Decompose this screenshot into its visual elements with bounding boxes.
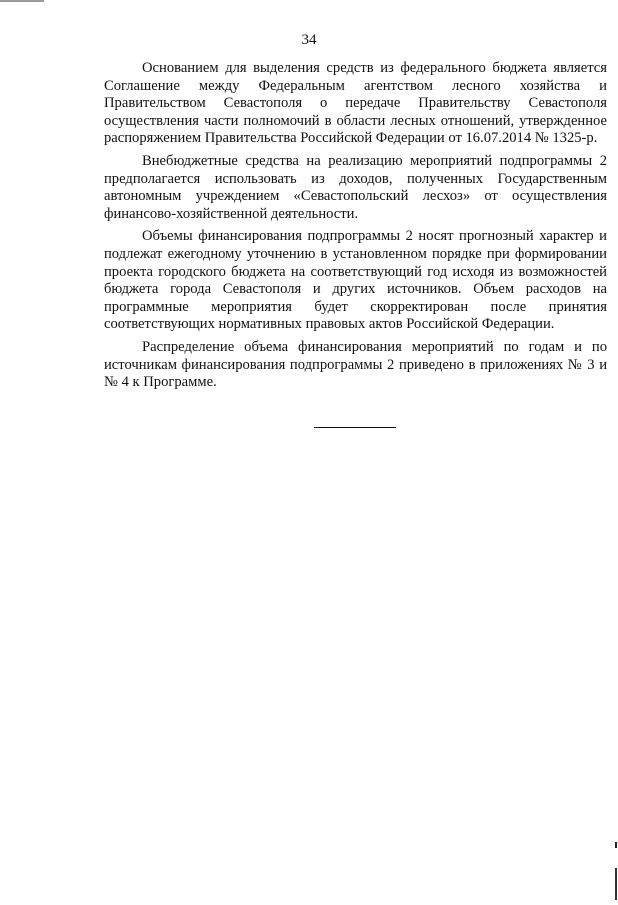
scan-corner-mark [0, 0, 44, 2]
scan-edge-mark [615, 842, 617, 848]
paragraph-funding-basis: Основанием для выделения средств из федерального бюджета является Соглашение между Федеральным агентством лесного хозяйства и Правительством Севастополя о передаче Правительству Севастополя осуществления части полномочий в области лесных отношений, утвержденное распоряжением Правительства Российской Федерации от 16.07.2014 № 1325-р. [104, 60, 607, 147]
paragraph-extrabudgetary-funds: Внебюджетные средства на реализацию мероприятий подпрограммы 2 предполагается использовать из доходов, полученных Государственным автономным учреждением «Севастопольский лесхоз» от осуществления финансово-хозяйственной деятельности. [104, 152, 607, 222]
paragraph-funding-forecast: Объемы финансирования подпрограммы 2 носят прогнозный характер и подлежат ежегодному уточнению в установленном порядке при формировании проекта городского бюджета на соответствующий год исходя из возможностей бюджета города Севастополя и других источников. Объем расходов на программные мероприятия будет скорректирован после принятия соответствующих нормативных правовых актов Российской Федерации. [104, 228, 607, 333]
paragraph-funding-distribution: Распределение объема финансирования мероприятий по годам и по источникам финансирования подпрограммы 2 приведено в приложениях № 3 и № 4 к Программе. [104, 338, 607, 391]
scan-edge-mark [615, 868, 617, 900]
document-body [104, 60, 607, 392]
end-separator-line [314, 427, 396, 428]
page-number: 34 [301, 32, 317, 48]
